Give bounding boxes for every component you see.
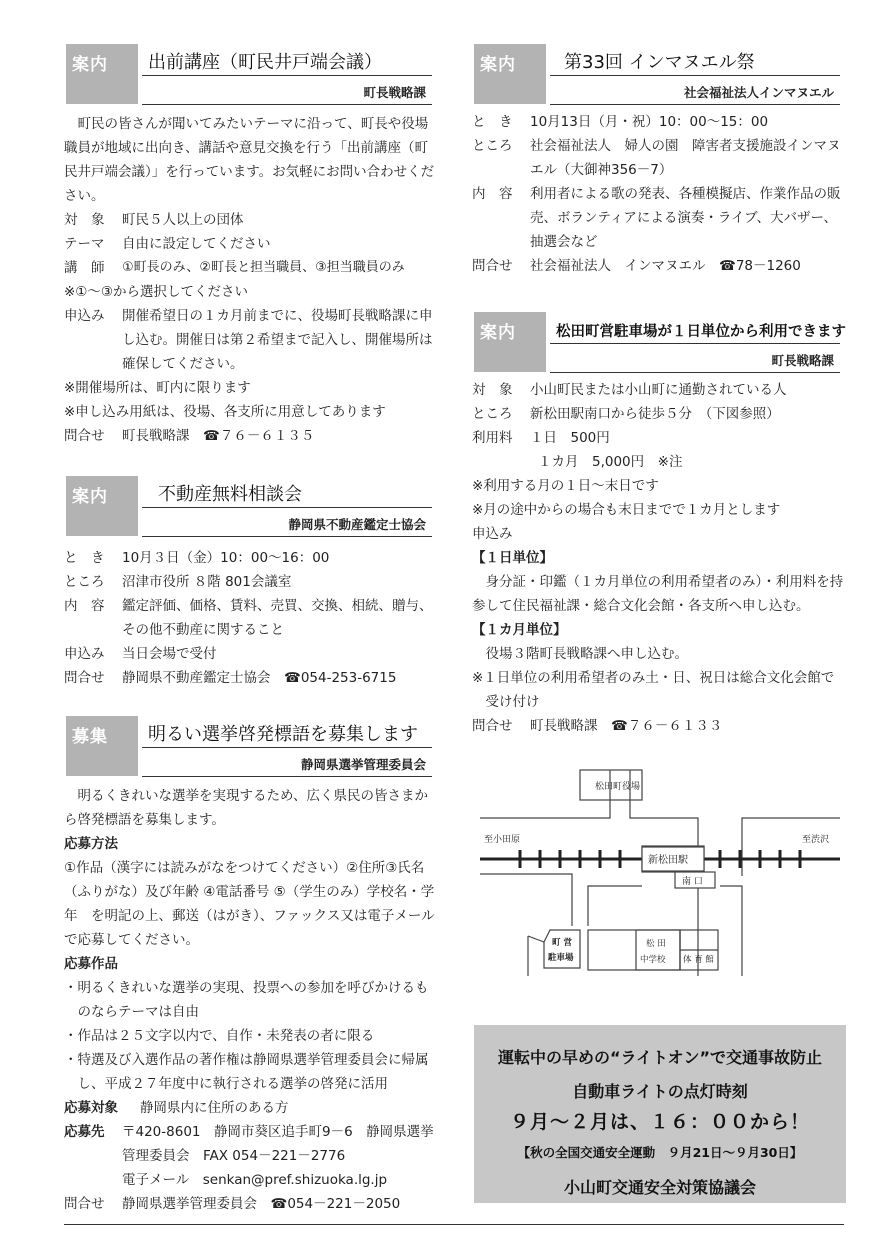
info-row xyxy=(472,402,846,426)
notice-line-4: 【秋の全国交通安全運動 ９月21日～９月30日】 xyxy=(517,1145,803,1160)
info-row xyxy=(472,110,846,134)
month-text: 役場３階町長戦略課へ申し込む。 xyxy=(485,646,688,662)
info-row xyxy=(64,594,438,642)
label-parking-2: 駐車場 xyxy=(548,953,574,963)
fee-monthly: １カ月 5,000円 ※注 xyxy=(538,454,683,470)
info-row xyxy=(64,666,438,690)
info-row xyxy=(472,426,846,450)
label-gym: 体 育 館 xyxy=(683,955,714,965)
row-value: 町長戦略課 ☎７６－６１３３ xyxy=(530,718,723,734)
info-row xyxy=(64,304,438,376)
list-item: ・特選及び入選作品の著作権は静岡県選挙管理委員会に帰属し、平成２７年度中に執行される選挙の啓発に活用 xyxy=(64,1052,429,1092)
label-to-odawara: 至小田原 xyxy=(484,835,521,845)
info-row xyxy=(64,1192,438,1216)
right-column xyxy=(472,44,846,738)
info-row xyxy=(472,134,846,182)
section-header xyxy=(472,44,846,106)
section-title: 出前講座（町民井戸端会議） xyxy=(148,52,382,73)
notice-line-3: ９月～２月は、１６：００から！ xyxy=(509,1111,810,1133)
section-parking xyxy=(472,312,846,738)
day-text: 身分証・印鑑（１カ月単位の利用希望者のみ）・利用料を持参して住民福祉課・総合文化会館・各支所へ申し込む。 xyxy=(472,574,844,614)
row-label: 問合せ xyxy=(64,670,105,686)
section-title: 松田町営駐車場が１日単位から利用できます xyxy=(556,324,846,340)
info-row xyxy=(472,378,846,402)
row-label: ところ xyxy=(472,138,513,154)
info-row xyxy=(64,256,438,280)
dest-address: 〒420-8601 静岡市葵区追手町9－6 静岡県選挙管理委員会 FAX 054－221－2776 xyxy=(122,1124,434,1164)
area-block xyxy=(588,930,680,970)
row-value: 沼津市役所 ８階 801会議室 xyxy=(122,574,292,590)
subheading: 【１カ月単位】 xyxy=(472,622,567,638)
section-org: 町長戦略課 xyxy=(363,85,426,100)
row-value: 10月13日（月・祝）10：00～15：00 xyxy=(530,114,769,130)
row-value: １日 500円 xyxy=(530,430,610,446)
row-label: ところ xyxy=(64,574,105,590)
info-row xyxy=(472,714,846,738)
label-station: 新松田駅 xyxy=(648,855,688,866)
list-item: ・作品は２５文字以内で、自作・未発表の者に限る xyxy=(64,1028,375,1044)
section-title: 第33回 インマヌエル祭 xyxy=(564,52,755,73)
row-label: 応募先 xyxy=(64,1124,105,1140)
row-value: 当日会場で受付 xyxy=(122,646,217,662)
section-tag: 案内 xyxy=(474,44,546,104)
notice-line-1: 運転中の早めの“ライトオン”で交通事故防止 xyxy=(497,1048,823,1067)
section-tag: 案内 xyxy=(66,44,138,104)
subheading: 応募作品 xyxy=(64,956,118,972)
info-row xyxy=(64,570,438,594)
note: ※①～③から選択してください xyxy=(64,284,249,300)
section-header xyxy=(64,716,438,778)
section-header xyxy=(64,44,438,106)
row-value: 社会福祉法人 インマヌエル ☎78－1260 xyxy=(530,258,801,274)
info-row xyxy=(472,182,846,254)
row-label: 問合せ xyxy=(472,718,513,734)
section-org: 静岡県不動産鑑定士協会 xyxy=(288,517,426,532)
row-value xyxy=(122,1120,438,1192)
info-row xyxy=(64,424,438,448)
row-value: 開催希望日の１カ月前までに、役場町長戦略課に申し込む。開催日は第２希望まで記入し、開催場所は確保してください。 xyxy=(122,308,433,372)
section-tag: 案内 xyxy=(66,476,138,536)
row-label: 応募対象 xyxy=(64,1100,118,1116)
row-label: 対 象 xyxy=(472,382,513,398)
row-label: テーマ xyxy=(64,236,105,252)
info-row xyxy=(64,208,438,232)
row-value: 静岡県選挙管理委員会 ☎054－221－2050 xyxy=(122,1196,401,1212)
row-label: と き xyxy=(472,114,513,130)
section-title: 不動産無料相談会 xyxy=(158,484,302,505)
section-org: 町長戦略課 xyxy=(771,353,834,368)
row-label: 対 象 xyxy=(64,212,105,228)
email-address: 電子メール senkan@pref.shizuoka.lg.jp xyxy=(122,1172,388,1188)
info-row xyxy=(472,254,846,278)
label-school: 松 田 xyxy=(646,939,666,949)
row-value: 新松田駅南口から徒歩５分 （下図参照） xyxy=(530,406,780,422)
row-value: 社会福祉法人 婦人の園 障害者支援施設インマヌエル（大御神356－7） xyxy=(530,138,841,178)
row-label: 内 容 xyxy=(64,598,105,614)
row-value: 町長戦略課 ☎７６－６１３５ xyxy=(122,428,315,444)
row-value: 町民５人以上の団体 xyxy=(122,212,244,228)
row-label: 問合せ xyxy=(472,258,513,274)
label-parking: 町 営 xyxy=(552,938,572,948)
method-text: ①作品（漢字には読みがなをつけてください）②住所③氏名（ふりがな）及び年齢 ④電話番号 ⑤（学生のみ）学校名・学年 を明記の上、郵送（はがき）、ファックス又は電子メールで応募してください。 xyxy=(64,860,435,948)
label-south-exit: 南 口 xyxy=(682,877,703,887)
row-value: 静岡県不動産鑑定士協会 ☎054-253-6715 xyxy=(122,670,397,686)
row-value: 利用者による歌の発表、各種模擬店、作業作品の販売、ボランティアによる演奏・ライブ、大バザー、抽選会など xyxy=(530,186,841,250)
section-header xyxy=(472,312,846,374)
label-to-shibusawa: 至渋沢 xyxy=(802,835,830,845)
section-real-estate xyxy=(64,476,438,690)
row-label: 問合せ xyxy=(64,428,105,444)
section-demae-koza xyxy=(64,44,438,448)
section-org: 社会福祉法人インマヌエル xyxy=(683,85,834,100)
section-intro: 町民の皆さんが聞いてみたいテーマに沿って、町長や役場職員が地域に出向き、講話や意見交換を行う「出前講座（町民井戸端会議）」を行っています。お気軽にお問い合わせください。 xyxy=(64,116,435,204)
row-value: ①町長のみ、②町長と担当職員、③担当職員のみ xyxy=(122,260,405,275)
note: ※開催場所は、町内に限ります xyxy=(64,380,251,396)
info-row xyxy=(64,1120,438,1192)
notice-line-5: 小山町交通安全対策協議会 xyxy=(563,1178,756,1197)
row-label: 講 師 xyxy=(64,260,105,276)
apply-label: 申込み xyxy=(472,526,513,542)
info-row xyxy=(64,642,438,666)
note: ※利用する月の１日～末日です xyxy=(472,478,659,494)
info-row xyxy=(64,546,438,570)
row-value: 10月３日（金）10：00～16：00 xyxy=(122,550,330,566)
row-value: 小山町民または小山町に通勤されている人 xyxy=(530,382,787,398)
subheading: 応募方法 xyxy=(64,836,118,852)
label-town-office: 松田町役場 xyxy=(595,782,641,792)
note: ※１日単位の利用希望者のみ土・日、祝日は総合文化会館で受け付け xyxy=(472,670,835,710)
footer-rule xyxy=(64,1224,844,1225)
row-label: 申込み xyxy=(64,308,105,324)
row-value: 静岡県内に住所のある方 xyxy=(140,1100,289,1116)
row-label: 内 容 xyxy=(472,186,513,202)
row-value: 鑑定評価、価格、賃料、売買、交換、相続、贈与、その他不動産に関すること xyxy=(122,598,433,638)
list-item: ・明るくきれいな選挙の実現、投票への参加を呼びかけるものならテーマは自由 xyxy=(64,980,429,1020)
section-title: 明るい選挙啓発標語を募集します xyxy=(148,724,418,745)
row-value: 自由に設定してください xyxy=(122,236,271,252)
subheading: 【１日単位】 xyxy=(472,550,553,566)
row-label: 利用料 xyxy=(472,430,513,446)
label-school-2: 中学校 xyxy=(640,955,666,965)
section-immanuel-festival xyxy=(472,44,846,278)
row-label: と き xyxy=(64,550,105,566)
left-column xyxy=(64,44,438,1216)
info-row xyxy=(64,232,438,256)
info-row xyxy=(64,1096,438,1120)
note: ※申し込み用紙は、役場、各支所に用意してあります xyxy=(64,404,386,420)
row-label: 問合せ xyxy=(64,1196,105,1212)
notice-line-2: 自動車ライトの点灯時刻 xyxy=(572,1082,748,1101)
section-intro: 明るくきれいな選挙を実現するため、広く県民の皆さまから啓発標語を募集します。 xyxy=(64,788,428,828)
section-org: 静岡県選挙管理委員会 xyxy=(300,757,426,772)
section-tag: 募集 xyxy=(66,716,138,776)
traffic-safety-notice xyxy=(474,1025,846,1203)
parking-map xyxy=(480,766,840,986)
section-header xyxy=(64,476,438,538)
section-election-slogan xyxy=(64,716,438,1216)
note: ※月の途中からの場合も末日までで１カ月とします xyxy=(472,502,781,518)
row-label: ところ xyxy=(472,406,513,422)
row-label: 申込み xyxy=(64,646,105,662)
section-tag: 案内 xyxy=(474,312,546,372)
